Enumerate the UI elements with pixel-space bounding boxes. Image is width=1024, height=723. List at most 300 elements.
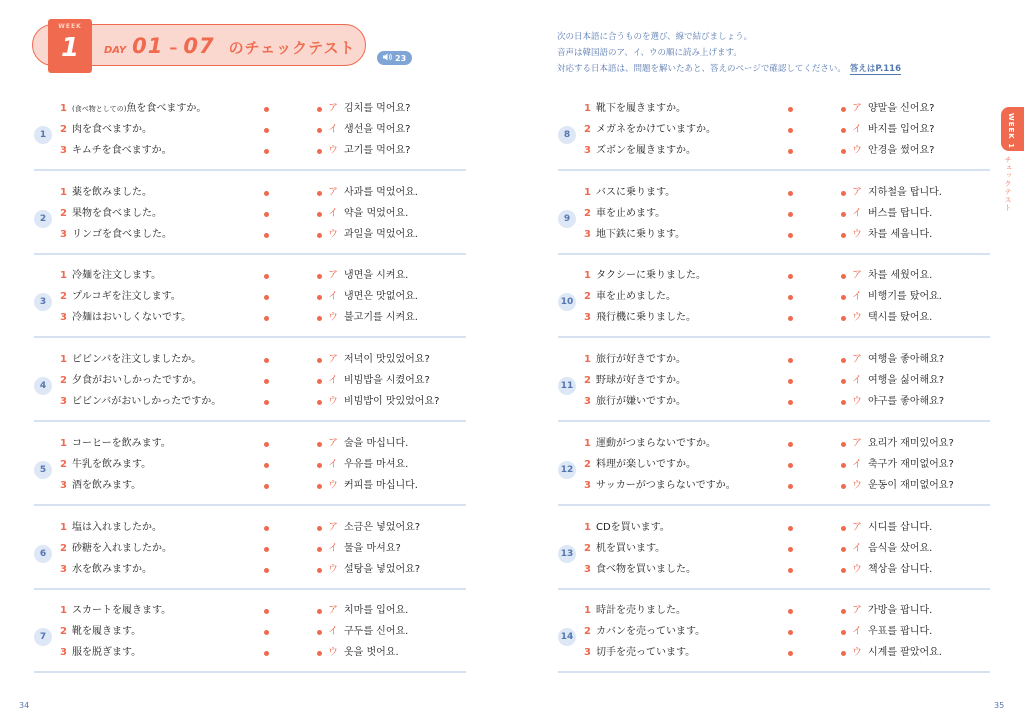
sentence-number: 1 (584, 605, 591, 617)
sentence-text: 砂糖を入れましたか。 (71, 542, 172, 554)
match-dot-right[interactable] (841, 233, 846, 238)
sentence-number: 3 (584, 312, 591, 324)
japanese-sentence (60, 437, 171, 451)
sentence-note: (食べ物としての) (71, 105, 127, 113)
sentence-number: 2 (60, 207, 67, 219)
choice-text: 버스를 탑니다. (868, 207, 933, 219)
question-group (34, 603, 466, 673)
korean-sentence (852, 395, 944, 409)
audio-track-button[interactable] (377, 51, 412, 65)
instruction-line-3-text: 対応する日本語は、問題を解いたあと、答えのページで確認してください。 (557, 64, 846, 74)
sentence-number: 1 (584, 437, 591, 449)
sentence-number: 2 (584, 124, 591, 135)
choice-label: ウ (852, 145, 862, 156)
choice-text: 여행을 좋아해요? (868, 354, 945, 366)
answer-page-link[interactable]: 答えはP.116 (849, 64, 901, 74)
sentence-number: 3 (584, 647, 591, 659)
match-dot-left[interactable] (264, 526, 269, 531)
choice-label: ア (852, 103, 862, 114)
match-dot-left[interactable] (264, 547, 269, 552)
match-dot-left[interactable] (264, 651, 269, 656)
choice-label: ウ (852, 396, 862, 408)
sentence-number: 3 (60, 647, 67, 659)
match-dot-right[interactable] (317, 484, 322, 489)
speaker-icon (383, 53, 392, 63)
choice-label: ア (852, 437, 862, 449)
choice-text: 옷을 벗어요. (344, 647, 399, 659)
sentence-text: サッカーがつまらないですか。 (595, 479, 736, 491)
match-dot-left[interactable] (264, 630, 269, 635)
match-dot-right[interactable] (841, 358, 846, 363)
question-number: 14 (558, 628, 576, 646)
japanese-sentence (584, 437, 716, 451)
sentence-number: 1 (584, 521, 591, 533)
choice-text: 야구를 좋아해요? (868, 396, 945, 408)
choice-text: 책상을 삽니다. (868, 563, 933, 575)
question-group (34, 520, 466, 590)
japanese-sentence (60, 144, 172, 158)
choice-label: イ (328, 375, 338, 387)
sentence-text: ビビンバを注文しましたか。 (71, 354, 202, 366)
choice-label: ア (852, 270, 862, 282)
sentence-text: 机を買います。 (595, 542, 666, 554)
choice-text: 설탕을 넣었어요? (344, 563, 421, 575)
match-dot-right[interactable] (841, 484, 846, 489)
instruction-line-1: 次の日本語に合うものを選び、線で結びましょう。 (557, 32, 753, 42)
match-dot-left[interactable] (264, 400, 269, 405)
korean-sentence (852, 311, 932, 325)
sentence-text: プルコギを注文します。 (71, 291, 181, 303)
korean-sentence (852, 207, 932, 221)
instruction-line-3 (557, 61, 917, 77)
day-dash: – (169, 38, 178, 57)
match-dot-left[interactable] (788, 149, 793, 154)
japanese-sentence (60, 207, 162, 221)
match-dot-left[interactable] (264, 233, 269, 238)
match-dot-left[interactable] (788, 442, 793, 447)
day-end: 07 (183, 34, 215, 58)
match-dot-right[interactable] (841, 526, 846, 531)
japanese-sentence (60, 458, 151, 472)
sentence-number: 1 (60, 437, 67, 449)
choice-label: ア (328, 437, 338, 449)
match-dot-left[interactable] (788, 316, 793, 321)
match-dot-right[interactable] (841, 379, 846, 384)
korean-sentence (852, 458, 954, 472)
korean-sentence (328, 521, 420, 535)
match-dot-left[interactable] (788, 128, 793, 133)
match-dot-right[interactable] (841, 107, 846, 112)
korean-sentence (852, 437, 954, 451)
korean-sentence (852, 123, 934, 137)
match-dot-right[interactable] (841, 463, 846, 468)
korean-sentence (852, 228, 932, 242)
sentence-text: ズボンを履きますか。 (595, 145, 696, 156)
sentence-number: 1 (584, 186, 591, 198)
choice-text: 김치를 먹어요? (344, 103, 411, 114)
match-dot-right[interactable] (317, 463, 322, 468)
korean-sentence (328, 123, 410, 137)
japanese-sentence (60, 102, 206, 116)
sentence-number: 1 (60, 521, 67, 533)
japanese-sentence (60, 374, 202, 388)
match-dot-left[interactable] (788, 191, 793, 196)
question-group (34, 185, 466, 255)
match-dot-right[interactable] (317, 379, 322, 384)
choice-label: イ (328, 542, 338, 554)
match-dot-left[interactable] (264, 609, 269, 614)
japanese-sentence (60, 186, 152, 200)
sentence-number: 1 (584, 270, 591, 282)
sentence-text: 飛行機に乗りました。 (595, 312, 696, 324)
sentence-number: 3 (60, 145, 67, 156)
choice-text: 커피를 마십니다. (344, 479, 418, 491)
choice-text: 비빔밥이 맛있었어요? (344, 396, 440, 408)
match-dot-right[interactable] (317, 212, 322, 217)
sentence-text: 肉を食べますか。 (71, 124, 152, 135)
sentence-text: 地下鉄に乗ります。 (595, 228, 686, 240)
match-dot-left[interactable] (788, 295, 793, 300)
korean-sentence (852, 625, 932, 639)
korean-sentence (328, 207, 408, 221)
sentence-text: 料理が楽しいですか。 (595, 458, 696, 470)
japanese-sentence (60, 563, 152, 577)
japanese-sentence (584, 458, 696, 472)
choice-label: イ (328, 124, 338, 135)
week-label: WEEK (58, 23, 82, 30)
sentence-text: 切手を売っています。 (595, 647, 696, 659)
choice-label: ア (328, 354, 338, 366)
japanese-sentence (584, 123, 716, 137)
choice-text: 우유를 마셔요. (344, 458, 409, 470)
match-dot-left[interactable] (788, 400, 793, 405)
choice-label: ウ (328, 479, 338, 491)
match-dot-right[interactable] (317, 191, 322, 196)
match-dot-right[interactable] (841, 149, 846, 154)
sentence-number: 1 (60, 605, 67, 617)
choice-label: ア (328, 103, 338, 114)
match-dot-left[interactable] (264, 149, 269, 154)
match-dot-right[interactable] (841, 295, 846, 300)
match-dot-right[interactable] (317, 316, 322, 321)
match-dot-left[interactable] (788, 379, 793, 384)
match-dot-left[interactable] (788, 526, 793, 531)
page-number-right: 35 (994, 701, 1005, 710)
week-number: 1 (60, 33, 80, 63)
match-dot-left[interactable] (264, 358, 269, 363)
choice-label: ウ (328, 647, 338, 659)
sentence-text: 魚を食べますか。 (126, 103, 207, 114)
match-dot-right[interactable] (841, 128, 846, 133)
japanese-sentence (60, 228, 172, 242)
korean-sentence (328, 102, 410, 116)
question-number: 4 (34, 377, 52, 395)
question-number: 8 (558, 126, 576, 144)
japanese-sentence (60, 479, 141, 493)
japanese-sentence (584, 311, 696, 325)
choice-text: 바지를 입어요? (868, 124, 935, 135)
sentence-text: ビビンバがおいしかったですか。 (71, 396, 222, 408)
sentence-text: 薬を飲みました。 (71, 186, 152, 198)
match-dot-right[interactable] (841, 547, 846, 552)
match-dot-right[interactable] (317, 358, 322, 363)
match-dot-right[interactable] (317, 442, 322, 447)
match-dot-right[interactable] (317, 651, 322, 656)
choice-text: 냉면은 맛없어요. (344, 291, 418, 303)
match-dot-right[interactable] (317, 149, 322, 154)
korean-sentence (852, 563, 932, 577)
sentence-text: 旅行が好きですか。 (595, 354, 686, 366)
japanese-sentence (60, 604, 171, 618)
day-start: 01 (132, 34, 164, 58)
sentence-text: 靴下を履きますか。 (595, 103, 686, 114)
choice-text: 운동이 재미없어요? (868, 479, 954, 491)
korean-sentence (328, 458, 408, 472)
week-tab (48, 19, 92, 73)
choice-label: ア (328, 186, 338, 198)
match-dot-left[interactable] (264, 107, 269, 112)
match-dot-right[interactable] (317, 274, 322, 279)
choice-label: ア (328, 605, 338, 617)
match-dot-left[interactable] (264, 191, 269, 196)
korean-sentence (852, 374, 944, 388)
sentence-number: 3 (584, 145, 591, 156)
sentence-number: 2 (60, 291, 67, 303)
sentence-text: 塩は入れましたか。 (71, 521, 162, 533)
match-dot-right[interactable] (317, 568, 322, 573)
match-dot-right[interactable] (317, 630, 322, 635)
choice-label: ウ (852, 228, 862, 240)
match-dot-left[interactable] (264, 212, 269, 217)
question-number: 6 (34, 545, 52, 563)
match-dot-left[interactable] (264, 568, 269, 573)
sentence-number: 2 (60, 542, 67, 554)
japanese-sentence (584, 521, 670, 535)
title-text: のチェックテスト (228, 39, 356, 57)
choice-text: 술을 마십니다. (344, 437, 409, 449)
match-dot-right[interactable] (841, 442, 846, 447)
sentence-text: 冷麺はおいしくないです。 (71, 312, 192, 324)
match-dot-right[interactable] (841, 400, 846, 405)
korean-sentence (328, 311, 418, 325)
japanese-sentence (60, 290, 181, 304)
question-number: 3 (34, 293, 52, 311)
sentence-number: 3 (584, 479, 591, 491)
sentence-text: 冷麺を注文します。 (71, 270, 162, 282)
korean-sentence (852, 604, 932, 618)
sentence-text: CDを買います。 (595, 521, 670, 533)
question-group (558, 185, 990, 255)
match-dot-left[interactable] (788, 358, 793, 363)
choice-text: 소금은 넣었어요? (344, 521, 421, 533)
choice-text: 우표를 팝니다. (868, 626, 933, 638)
match-dot-left[interactable] (264, 484, 269, 489)
sentence-number: 2 (60, 375, 67, 387)
japanese-sentence (584, 604, 686, 618)
korean-sentence (328, 542, 401, 556)
korean-sentence (852, 186, 942, 200)
match-dot-right[interactable] (317, 400, 322, 405)
match-dot-left[interactable] (264, 295, 269, 300)
choice-label: ウ (328, 228, 338, 240)
choice-label: ウ (852, 479, 862, 491)
match-dot-left[interactable] (788, 107, 793, 112)
korean-sentence (328, 395, 439, 409)
match-dot-right[interactable] (317, 526, 322, 531)
japanese-sentence (584, 290, 676, 304)
choice-text: 치마를 입어요. (344, 605, 409, 617)
choice-label: ア (328, 270, 338, 282)
choice-text: 시계를 팔았어요. (868, 647, 942, 659)
match-dot-left[interactable] (788, 233, 793, 238)
choice-label: イ (328, 291, 338, 303)
choice-text: 비행기를 탔어요. (868, 291, 942, 303)
sentence-number: 3 (584, 563, 591, 575)
match-dot-left[interactable] (788, 609, 793, 614)
match-dot-right[interactable] (841, 651, 846, 656)
sentence-text: 牛乳を飲みます。 (71, 458, 152, 470)
choice-text: 가방을 팝니다. (868, 605, 933, 617)
match-dot-left[interactable] (264, 442, 269, 447)
choice-label: ア (852, 354, 862, 366)
sentence-text: 果物を食べました。 (71, 207, 162, 219)
korean-sentence (328, 646, 399, 660)
question-number: 13 (558, 545, 576, 563)
match-dot-right[interactable] (317, 107, 322, 112)
question-group (558, 268, 990, 338)
sentence-text: 運動がつまらないですか。 (595, 437, 716, 449)
match-dot-left[interactable] (264, 316, 269, 321)
sentence-number: 2 (584, 626, 591, 638)
korean-sentence (852, 269, 932, 283)
match-dot-left[interactable] (264, 128, 269, 133)
side-tab-label: WEEK 1 (1007, 113, 1015, 150)
sentence-text: 野球が好きですか。 (595, 375, 686, 387)
korean-sentence (328, 228, 418, 242)
match-dot-left[interactable] (788, 463, 793, 468)
match-dot-left[interactable] (264, 274, 269, 279)
match-dot-right[interactable] (317, 128, 322, 133)
choice-label: ア (852, 521, 862, 533)
korean-sentence (328, 437, 408, 451)
choice-text: 생선을 먹어요? (344, 124, 411, 135)
choice-text: 안경을 썼어요? (868, 145, 935, 156)
day-label: DAY (104, 45, 127, 56)
choice-text: 사과를 먹었어요. (344, 186, 418, 198)
match-dot-right[interactable] (841, 212, 846, 217)
sentence-number: 3 (60, 396, 67, 408)
korean-sentence (328, 186, 418, 200)
choice-text: 여행을 싫어해요? (868, 375, 945, 387)
question-group (558, 101, 990, 171)
japanese-sentence (584, 353, 686, 367)
match-dot-left[interactable] (788, 568, 793, 573)
japanese-sentence (584, 625, 705, 639)
sentence-text: 服を脱ぎます。 (71, 647, 142, 659)
match-dot-left[interactable] (264, 463, 269, 468)
choice-label: ウ (328, 312, 338, 324)
match-dot-left[interactable] (264, 379, 269, 384)
sentence-text: 車を止めます。 (595, 207, 666, 219)
sentence-number: 3 (60, 228, 67, 240)
match-dot-left[interactable] (788, 630, 793, 635)
choice-label: イ (852, 375, 862, 387)
sentence-text: 水を飲みますか。 (71, 563, 152, 575)
korean-sentence (852, 102, 934, 116)
match-dot-right[interactable] (841, 274, 846, 279)
choice-label: ウ (852, 647, 862, 659)
match-dot-right[interactable] (317, 233, 322, 238)
sentence-number: 1 (60, 186, 67, 198)
question-number: 11 (558, 377, 576, 395)
match-dot-right[interactable] (841, 630, 846, 635)
match-dot-right[interactable] (841, 609, 846, 614)
sentence-number: 3 (584, 228, 591, 240)
japanese-sentence (584, 646, 695, 660)
choice-text: 축구가 재미없어요? (868, 458, 954, 470)
match-dot-right[interactable] (841, 191, 846, 196)
choice-text: 저녁이 맛있었어요? (344, 354, 430, 366)
japanese-sentence (584, 542, 665, 556)
match-dot-right[interactable] (317, 609, 322, 614)
japanese-sentence (584, 102, 686, 116)
japanese-sentence (60, 311, 191, 325)
audio-track-number: 23 (395, 53, 407, 63)
korean-sentence (852, 290, 942, 304)
side-tab-subtitle: チェックテスト (1004, 156, 1012, 212)
question-group (558, 436, 990, 506)
match-dot-left[interactable] (788, 651, 793, 656)
question-number: 9 (558, 210, 576, 228)
japanese-sentence (60, 269, 161, 283)
question-group (558, 352, 990, 422)
choice-text: 냉면을 시켜요. (344, 270, 409, 282)
japanese-sentence (60, 542, 172, 556)
match-dot-right[interactable] (841, 316, 846, 321)
match-dot-left[interactable] (788, 274, 793, 279)
match-dot-left[interactable] (788, 484, 793, 489)
japanese-sentence (584, 144, 696, 158)
sentence-number: 2 (60, 124, 67, 135)
sentence-number: 3 (584, 396, 591, 408)
choice-label: ア (328, 521, 338, 533)
match-dot-left[interactable] (788, 547, 793, 552)
choice-text: 약을 먹었어요. (344, 207, 409, 219)
korean-sentence (328, 563, 420, 577)
sentence-number: 2 (60, 458, 67, 470)
korean-sentence (852, 479, 954, 493)
japanese-sentence (584, 374, 686, 388)
korean-sentence (852, 144, 934, 158)
choice-text: 과일을 먹었어요. (344, 228, 418, 240)
japanese-sentence (584, 228, 685, 242)
match-dot-left[interactable] (788, 212, 793, 217)
match-dot-right[interactable] (841, 568, 846, 573)
match-dot-right[interactable] (317, 547, 322, 552)
korean-sentence (328, 353, 430, 367)
choice-label: ア (852, 186, 862, 198)
choice-label: ウ (328, 145, 338, 156)
sentence-text: 酒を飲みます。 (71, 479, 142, 491)
japanese-sentence (584, 207, 665, 221)
page-title (104, 34, 356, 58)
choice-label: イ (852, 207, 862, 219)
korean-sentence (328, 290, 418, 304)
choice-label: ウ (328, 563, 338, 575)
match-dot-right[interactable] (317, 295, 322, 300)
choice-text: 요리가 재미있어요? (868, 437, 954, 449)
choice-label: イ (852, 124, 862, 135)
